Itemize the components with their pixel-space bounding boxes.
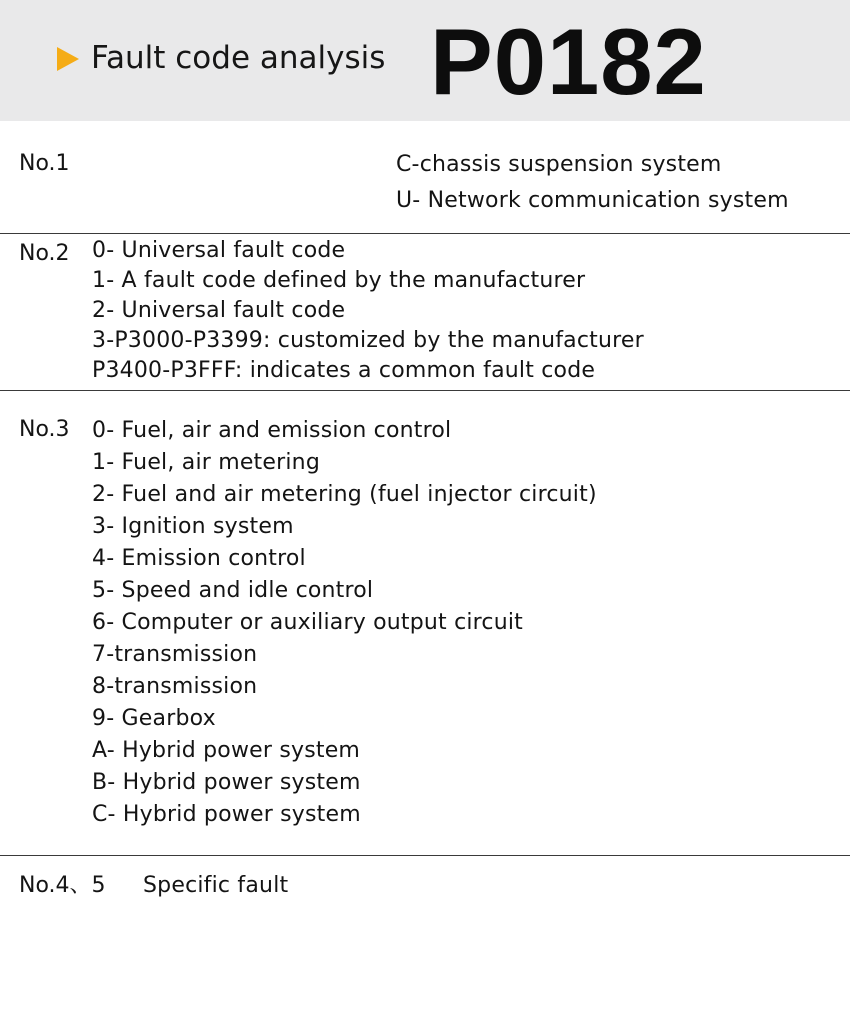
no3-line: 6- Computer or auxiliary output circuit xyxy=(92,610,524,635)
no3-line: 7-transmission xyxy=(92,642,258,667)
header-banner xyxy=(0,0,850,121)
no2-line: P3400-P3FFF: indicates a common fault code xyxy=(92,358,596,383)
no3-line: 4- Emission control xyxy=(92,546,306,571)
no1-line: U- Network communication system xyxy=(396,188,789,213)
section-divider xyxy=(0,390,850,391)
section-divider xyxy=(0,233,850,234)
no1-line: C-chassis suspension system xyxy=(396,152,722,177)
no3-line: B- Hybrid power system xyxy=(92,770,361,795)
no3-line: 5- Speed and idle control xyxy=(92,578,374,603)
no3-line: 2- Fuel and air metering (fuel injector circuit) xyxy=(92,482,597,507)
no3-line: 0- Fuel, air and emission control xyxy=(92,418,452,443)
no2-line: 0- Universal fault code xyxy=(92,238,346,263)
no2-line: 1- A fault code defined by the manufacturer xyxy=(92,268,586,293)
no3-label: No.3 xyxy=(19,417,70,442)
no2-label: No.2 xyxy=(19,241,70,266)
section-divider xyxy=(0,855,850,856)
no3-line: 9- Gearbox xyxy=(92,706,216,731)
no45-label: No.4、5 xyxy=(19,873,106,898)
no2-line: 3-P3000-P3399: customized by the manufacturer xyxy=(92,328,644,353)
no3-line: 3- Ignition system xyxy=(92,514,294,539)
no1-label: No.1 xyxy=(19,151,70,176)
header-title: Fault code analysis xyxy=(91,40,386,76)
fault-code: P0182 xyxy=(430,9,707,114)
no3-line: C- Hybrid power system xyxy=(92,802,361,827)
play-arrow-icon xyxy=(57,47,79,71)
no45-text: Specific fault xyxy=(143,873,289,898)
no3-line: 1- Fuel, air metering xyxy=(92,450,320,475)
no3-line: 8-transmission xyxy=(92,674,258,699)
no3-line: A- Hybrid power system xyxy=(92,738,361,763)
no2-line: 2- Universal fault code xyxy=(92,298,346,323)
